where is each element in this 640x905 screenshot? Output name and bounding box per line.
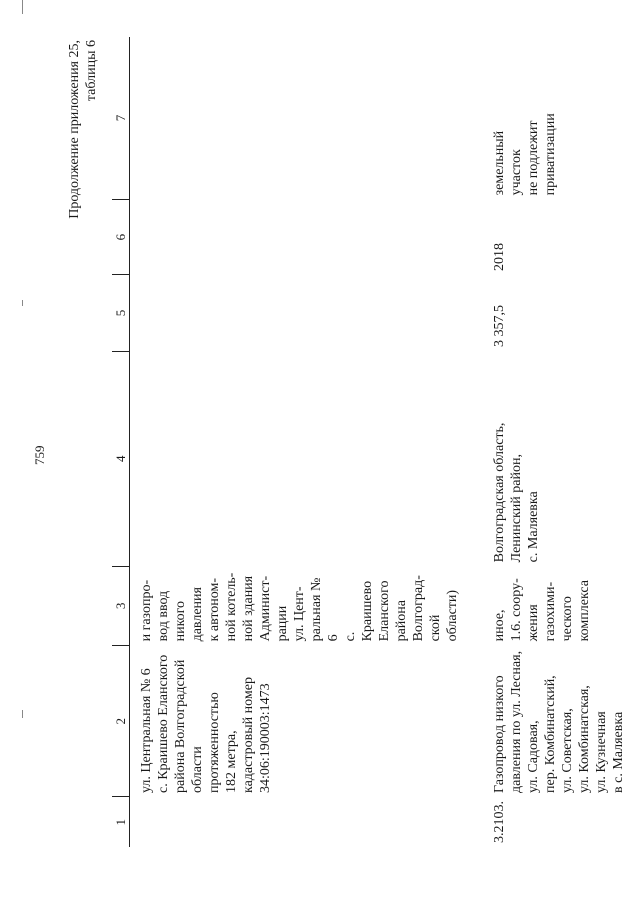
column-header-6: 6 — [112, 199, 130, 275]
continuation-line-2: таблицы 6 — [84, 40, 99, 102]
cell-purpose: иное, 1.6. соору- жения газохими- ческого комплекса — [492, 578, 592, 642]
cell-location: Волгоградская область, Ленинский район, с. Маляевка — [492, 422, 541, 563]
continuation-note — [66, 40, 100, 219]
column-header-4: 4 — [112, 351, 130, 566]
continuation-line-1: Продолжение приложения 25, — [67, 40, 82, 219]
cell-area — [130, 275, 462, 351]
cell-object-name: ул. Центральная № 6 с. Краишево Еланского района Волгоградской области протяженностью 182 метра, кадастровый номер 34:06:190003:1473 — [139, 654, 273, 793]
cell-number — [130, 797, 462, 847]
column-header-7: 7 — [112, 37, 130, 199]
register-table — [112, 37, 627, 847]
table-header-row — [112, 37, 130, 847]
cell-note — [130, 37, 462, 199]
cell-area: 3 357,5 — [492, 305, 507, 348]
cell-year: 2018 — [492, 242, 507, 271]
cell-number: 3.2103. — [492, 801, 507, 843]
cell-note: земельный участок не подлежит приватизации — [492, 113, 558, 196]
column-header-2: 2 — [112, 645, 130, 797]
column-header-5: 5 — [112, 275, 130, 351]
table-row — [130, 37, 462, 847]
cell-location — [130, 351, 462, 566]
column-header-3: 3 — [112, 566, 130, 645]
cell-purpose: и газопро- вод ввод никого давления к автоном- ной котель- ной здания Админист- рации ул. Цент- ральная № 6 с. Краишево Еланского района Волгоград- ской области) — [139, 572, 460, 642]
column-header-1: 1 — [112, 797, 130, 847]
page-number: 759 — [32, 445, 47, 465]
cell-object-name: Газопровод низкого давления по ул. Лесная, ул. Садовая, пер. Комбинатский, ул. Советская, ул. Комбинатская, ул. Кузнечная в с. Маляевка — [492, 650, 626, 793]
table-row — [461, 37, 627, 847]
cell-year — [130, 199, 462, 275]
